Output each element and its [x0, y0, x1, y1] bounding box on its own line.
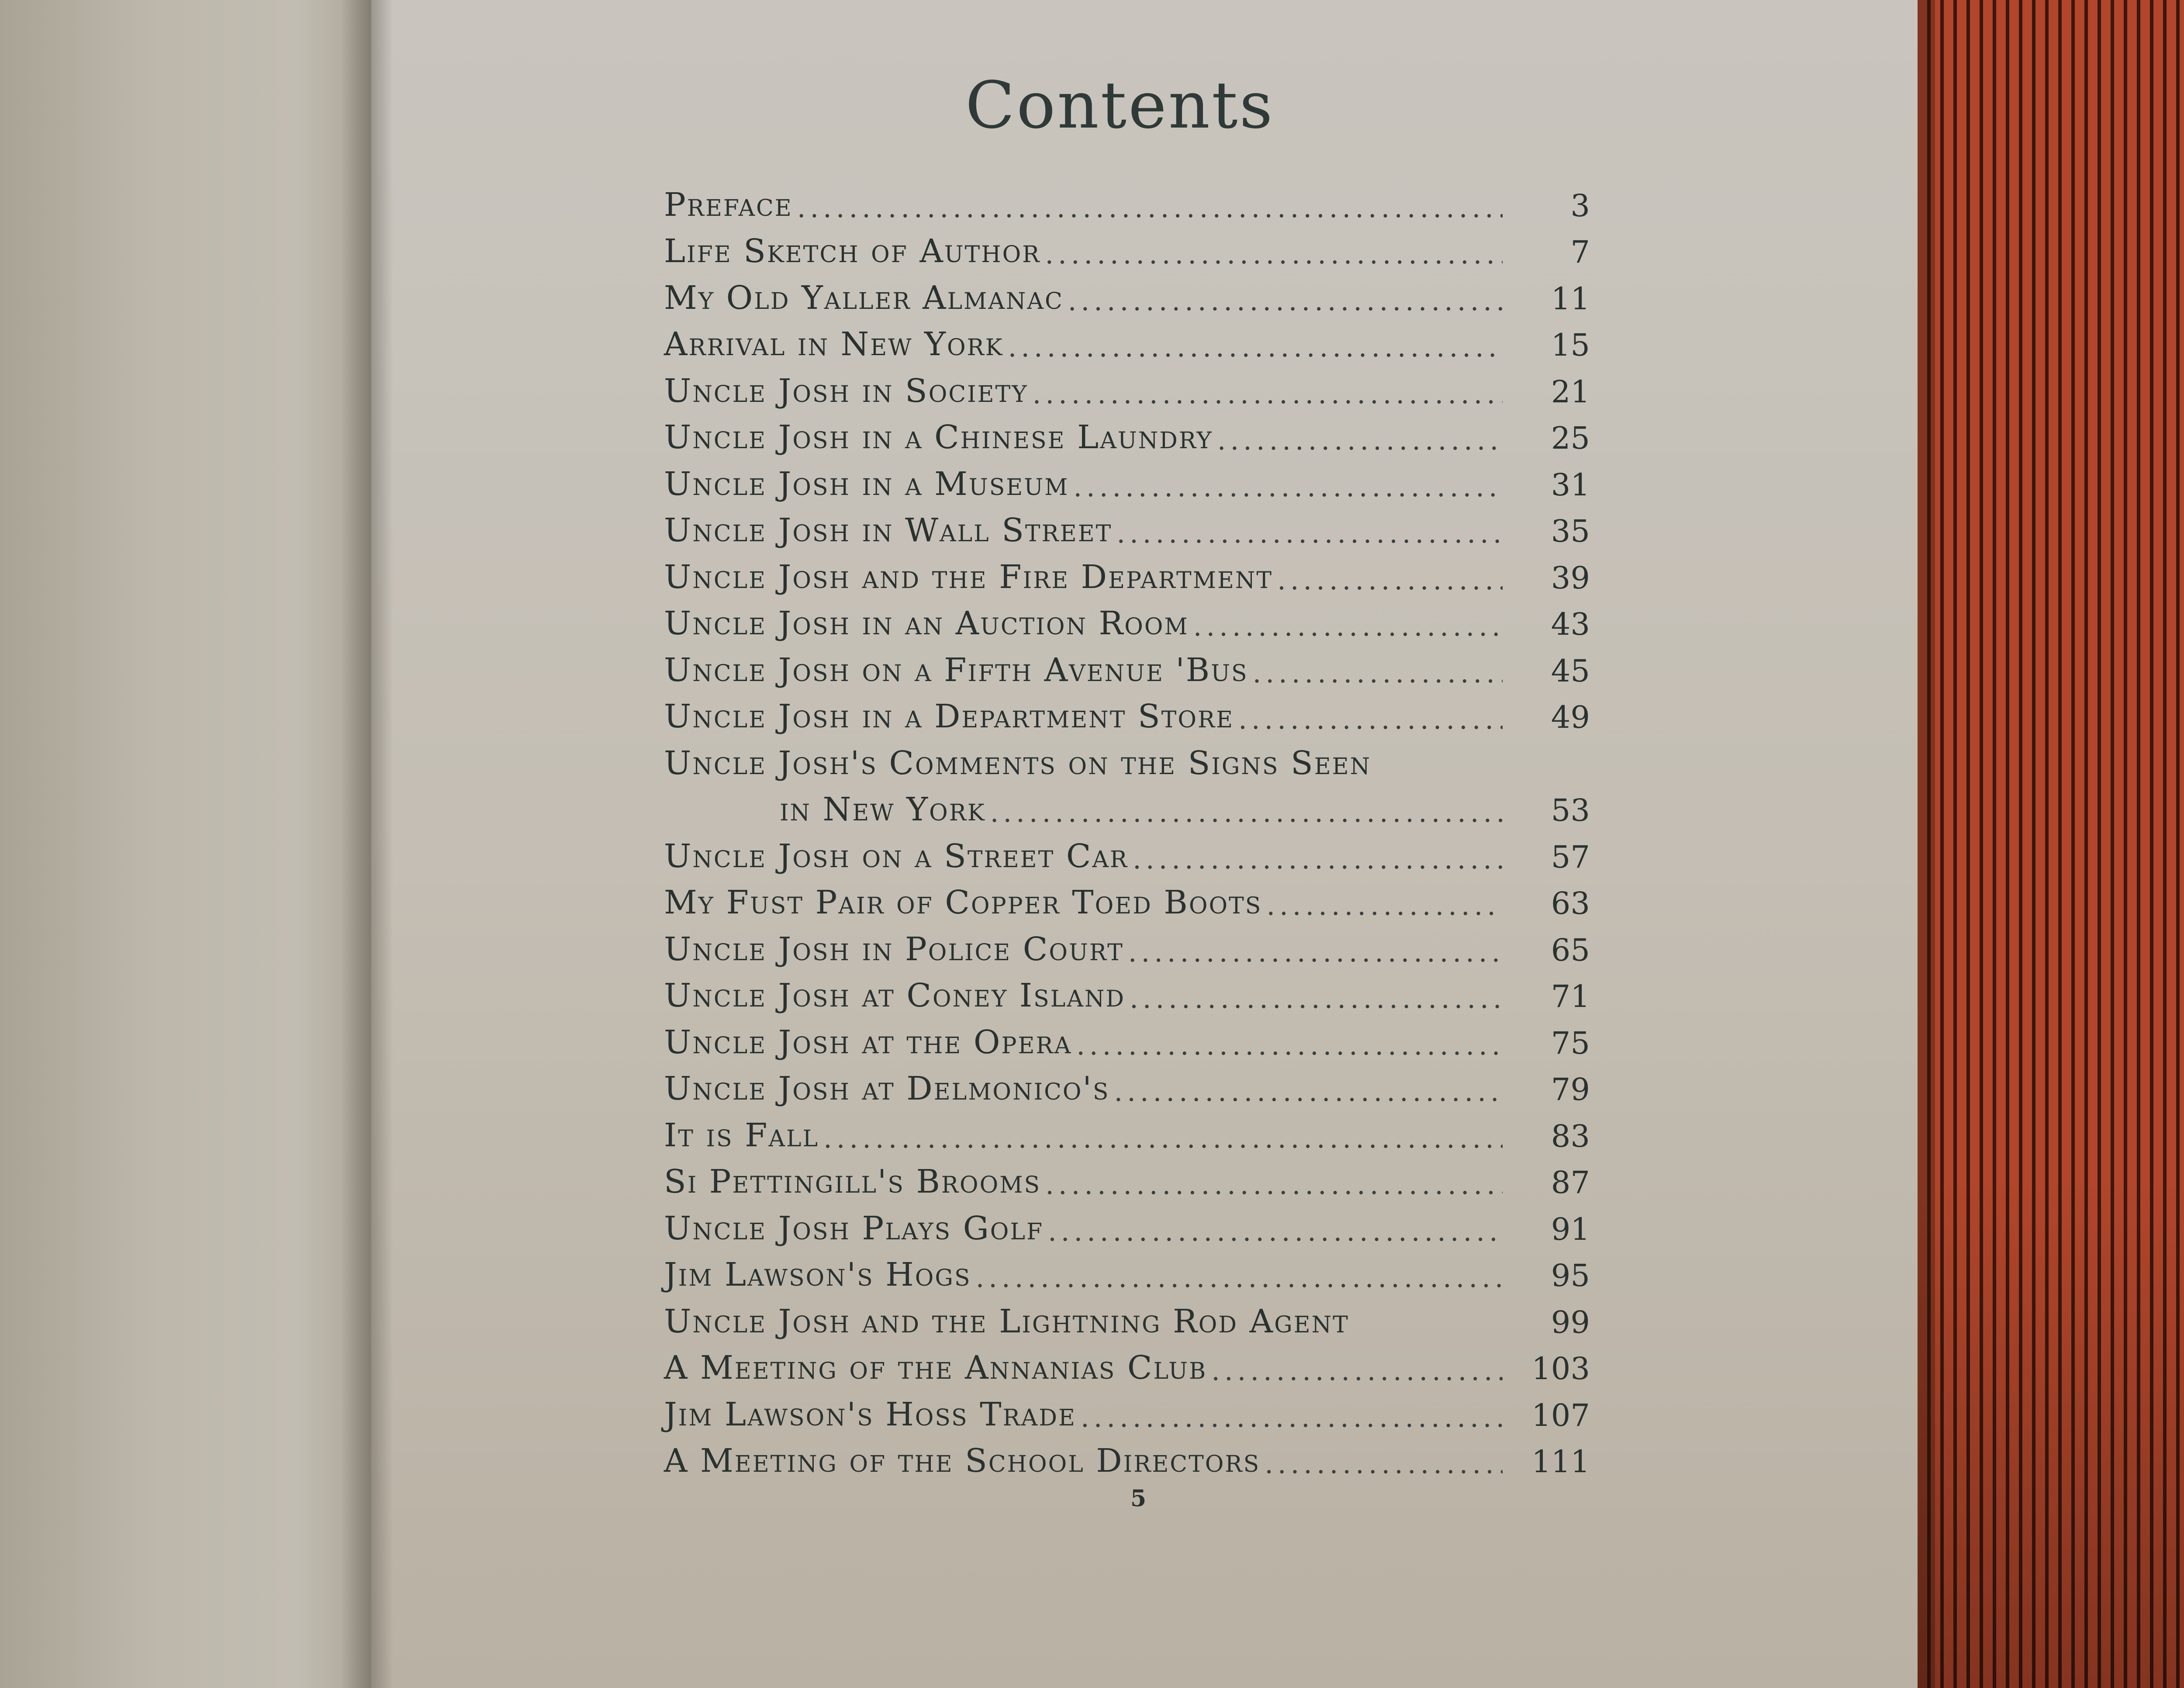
- toc-entry: [664, 689, 1590, 736]
- toc-entry: [664, 363, 1590, 410]
- leader-dots: [1133, 843, 1503, 875]
- left-page: [0, 0, 371, 1688]
- toc-entry: [664, 735, 1590, 782]
- toc-page: 25: [1551, 420, 1590, 456]
- toc-entry: [664, 177, 1590, 224]
- toc-page: 79: [1551, 1072, 1590, 1107]
- toc-title: A Meeting of the School Directors: [664, 1442, 1261, 1480]
- contents-heading: Contents: [965, 68, 1275, 143]
- toc-entry: [664, 503, 1590, 550]
- toc-entry: [664, 1340, 1590, 1387]
- toc-page: 53: [1551, 792, 1590, 828]
- toc-entry: [664, 270, 1590, 317]
- toc-entry: [664, 968, 1590, 1015]
- leader-dots: [1265, 1448, 1503, 1480]
- toc-title: Uncle Josh in a Museum: [664, 465, 1069, 503]
- toc-entry: [664, 875, 1590, 922]
- toc-title: Uncle Josh Plays Golf: [664, 1209, 1044, 1247]
- toc-entry: [664, 1154, 1590, 1201]
- toc-entry: [664, 410, 1590, 457]
- toc-page: 95: [1551, 1258, 1590, 1294]
- toc-title: Uncle Josh in Society: [664, 372, 1028, 410]
- toc-entry: [664, 1247, 1590, 1294]
- toc-page: 63: [1551, 886, 1590, 921]
- leader-dots: [1217, 424, 1503, 456]
- leader-dots: [1073, 471, 1503, 503]
- toc-entry: [664, 828, 1590, 875]
- toc-title: in New York: [780, 791, 986, 828]
- leader-dots: [1128, 936, 1503, 968]
- toc-title: Arrival in New York: [664, 325, 1004, 363]
- toc-page: 107: [1531, 1397, 1590, 1433]
- leader-dots: [976, 1262, 1503, 1294]
- toc-title: It is Fall: [664, 1116, 819, 1154]
- leader-dots: [797, 192, 1503, 224]
- toc-title: Uncle Josh in Wall Street: [664, 512, 1113, 549]
- toc-page: 49: [1551, 699, 1590, 735]
- leader-dots: [1266, 889, 1503, 921]
- toc-page: 35: [1551, 513, 1590, 549]
- leader-dots: [1116, 517, 1503, 549]
- leader-dots: [1076, 1029, 1503, 1061]
- toc-title: Uncle Josh at Delmonico's: [664, 1070, 1110, 1107]
- cloth-shade: [1918, 1180, 2184, 1688]
- leader-dots: [1068, 285, 1503, 317]
- toc-entry: [664, 456, 1590, 503]
- toc-title: Uncle Josh's Comments on the Signs Seen: [664, 744, 1372, 782]
- toc-entry: [664, 642, 1590, 689]
- toc-title: Uncle Josh at Coney Island: [664, 977, 1126, 1014]
- toc-entry: [664, 596, 1590, 643]
- toc-title: Jim Lawson's Hogs: [664, 1256, 971, 1294]
- toc-page: 71: [1551, 979, 1590, 1014]
- leader-dots: [1033, 378, 1503, 410]
- toc-page: 75: [1551, 1025, 1590, 1061]
- toc-page: 91: [1551, 1211, 1590, 1247]
- toc-entry: [664, 1294, 1590, 1340]
- toc-title: Uncle Josh and the Lightning Rod Agent: [664, 1302, 1349, 1340]
- toc-entry: [664, 224, 1590, 270]
- toc-entry: [664, 1433, 1590, 1480]
- leader-dots: [1211, 1355, 1503, 1387]
- toc-entry: [664, 1014, 1590, 1061]
- toc-title: Jim Lawson's Hoss Trade: [664, 1395, 1076, 1433]
- toc-page: 111: [1531, 1444, 1590, 1480]
- toc-title: My Old Yaller Almanac: [664, 279, 1064, 317]
- leader-dots: [1193, 610, 1503, 642]
- toc-entry-continuation: [664, 782, 1590, 829]
- toc-title: Uncle Josh in an Auction Room: [664, 605, 1189, 642]
- leader-dots: [1253, 657, 1503, 689]
- book-gutter: [341, 0, 393, 1688]
- toc-title: Si Pettingill's Brooms: [664, 1163, 1041, 1200]
- toc-page: 7: [1570, 234, 1590, 270]
- toc-title: Uncle Josh at the Opera: [664, 1023, 1072, 1061]
- table-of-contents: [664, 177, 1590, 1480]
- leader-dots: [1081, 1401, 1503, 1433]
- toc-page: 103: [1531, 1351, 1590, 1387]
- toc-page: 3: [1570, 187, 1590, 224]
- toc-title: Uncle Josh on a Street Car: [664, 837, 1129, 875]
- toc-page: 15: [1551, 327, 1590, 363]
- leader-dots: [1045, 1169, 1503, 1200]
- toc-page: 87: [1551, 1165, 1590, 1200]
- toc-page: 57: [1551, 839, 1590, 875]
- toc-title: Uncle Josh on a Fifth Avenue 'Bus: [664, 651, 1248, 689]
- toc-entry: [664, 1387, 1590, 1433]
- leader-dots: [1238, 703, 1503, 735]
- leader-dots: [1114, 1076, 1503, 1107]
- leader-dots: [1130, 982, 1503, 1014]
- leader-dots: [1277, 564, 1503, 596]
- toc-title: Uncle Josh and the Fire Department: [664, 558, 1273, 596]
- toc-page: 65: [1551, 932, 1590, 968]
- toc-entry: [664, 1061, 1590, 1108]
- toc-page: 11: [1551, 280, 1590, 317]
- toc-entry: [664, 1107, 1590, 1154]
- toc-title: Uncle Josh in a Chinese Laundry: [664, 419, 1213, 456]
- toc-title: My Fust Pair of Copper Toed Boots: [664, 884, 1262, 921]
- leader-dots: [1048, 1215, 1503, 1247]
- leader-dots: [1045, 238, 1503, 270]
- toc-entry: [664, 549, 1590, 596]
- toc-title: Uncle Josh in a Department Store: [664, 698, 1234, 735]
- toc-page: 31: [1551, 467, 1590, 503]
- toc-page: 45: [1551, 653, 1590, 689]
- toc-page: 21: [1551, 374, 1590, 410]
- leader-dots: [823, 1122, 1503, 1154]
- page-number: 5: [1130, 1485, 1147, 1512]
- toc-title: A Meeting of the Annanias Club: [664, 1349, 1207, 1387]
- toc-page: 83: [1551, 1118, 1590, 1154]
- toc-page: 43: [1551, 606, 1590, 642]
- toc-entry: [664, 1200, 1590, 1247]
- leader-dots: [990, 796, 1503, 828]
- toc-page: 99: [1551, 1304, 1590, 1340]
- toc-page: 39: [1551, 560, 1590, 596]
- leader-dots: [1008, 331, 1503, 363]
- toc-title: Life Sketch of Author: [664, 232, 1041, 270]
- toc-title: Uncle Josh in Police Court: [664, 930, 1124, 968]
- toc-title: Preface: [664, 186, 793, 224]
- toc-entry: [664, 317, 1590, 363]
- toc-entry: [664, 921, 1590, 968]
